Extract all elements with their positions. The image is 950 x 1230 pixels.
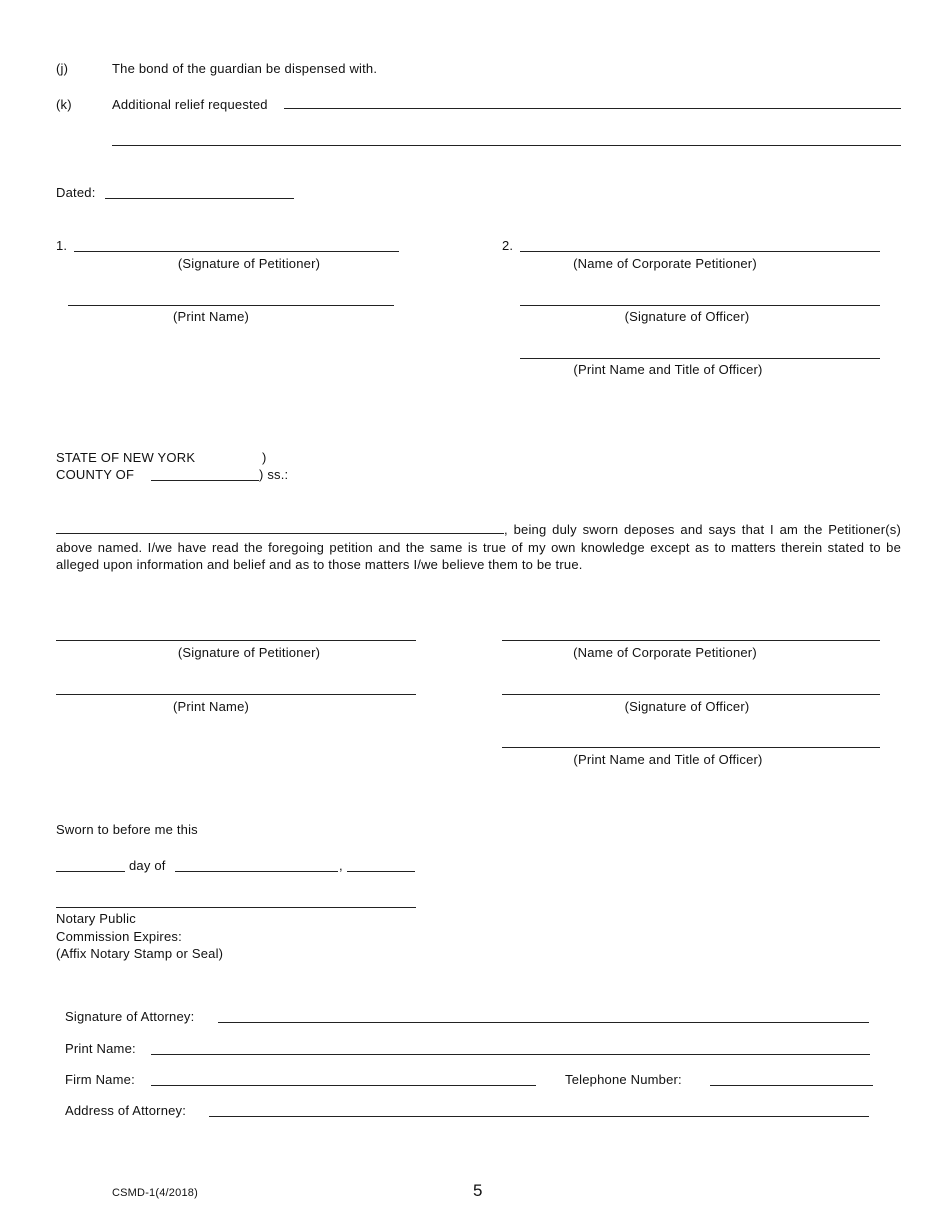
- verification-paragraph: [56, 521, 901, 574]
- state-of-new-york: STATE OF NEW YORK: [56, 450, 196, 465]
- address-of-attorney-label: Address of Attorney:: [65, 1103, 187, 1118]
- telephone-number-label: Telephone Number:: [565, 1072, 682, 1087]
- item-k-text: Additional relief requested: [112, 97, 268, 112]
- attorney-print-name-label: Print Name:: [65, 1041, 136, 1056]
- print-name-caption-2: (Print Name): [172, 699, 250, 714]
- dated-field[interactable]: [105, 198, 294, 199]
- commission-expires-label: Commission Expires:: [56, 929, 182, 944]
- firm-name-label: Firm Name:: [65, 1072, 135, 1087]
- sworn-to-before-me: Sworn to before me this: [56, 822, 198, 837]
- additional-relief-field-line1[interactable]: [284, 108, 901, 109]
- county-of-label: COUNTY OF: [56, 467, 135, 482]
- name-of-corporate-petitioner-caption-2: (Name of Corporate Petitioner): [573, 645, 757, 660]
- county-field[interactable]: [151, 480, 259, 481]
- firm-name-field[interactable]: [151, 1085, 536, 1086]
- name-of-corporate-petitioner-caption: (Name of Corporate Petitioner): [573, 256, 757, 271]
- dated-label: Dated:: [56, 185, 96, 200]
- corporate-petitioner-name-field-2[interactable]: [502, 640, 880, 641]
- notary-day-field[interactable]: [56, 871, 125, 872]
- verification-text: , being duly sworn deposes and says that I am the Petitioner(s) above named. I/we have read the foregoing petition and the same is true of my own knowledge except as to matters therein stated to be alleged upon information and belief and as to those matters I/we believe them to be true.: [56, 522, 901, 572]
- officer-name-title-field-2[interactable]: [502, 747, 880, 748]
- item-j-text: The bond of the guardian be dispensed with.: [112, 61, 378, 76]
- print-name-caption: (Print Name): [172, 309, 250, 324]
- form-id: CSMD-1(4/2018): [112, 1187, 198, 1199]
- signature-of-officer-caption-2: (Signature of Officer): [624, 699, 750, 714]
- print-name-field[interactable]: [68, 305, 394, 306]
- signature-of-petitioner-caption-2: (Signature of Petitioner): [177, 645, 321, 660]
- venue-paren: ): [262, 450, 267, 465]
- item-k-label: (k): [56, 97, 72, 112]
- petitioner-2-number: 2.: [502, 238, 514, 253]
- item-j-label: (j): [56, 61, 69, 76]
- officer-signature-field-2[interactable]: [502, 694, 880, 695]
- signature-of-petitioner-caption: (Signature of Petitioner): [177, 256, 321, 271]
- attorney-signature-field[interactable]: [218, 1022, 869, 1023]
- petitioner-signature-field-2[interactable]: [56, 640, 416, 641]
- attorney-print-name-field[interactable]: [151, 1054, 870, 1055]
- corporate-petitioner-name-field[interactable]: [520, 251, 880, 252]
- officer-name-title-field[interactable]: [520, 358, 880, 359]
- notary-month-field[interactable]: [175, 871, 338, 872]
- notary-comma: ,: [339, 858, 343, 873]
- page-number: 5: [473, 1181, 483, 1200]
- additional-relief-field-line2[interactable]: [112, 145, 901, 146]
- deponent-name-field[interactable]: [56, 522, 504, 534]
- affix-stamp-label: (Affix Notary Stamp or Seal): [56, 946, 224, 961]
- notary-public-label: Notary Public: [56, 911, 136, 926]
- print-name-title-officer-caption-2: (Print Name and Title of Officer): [573, 752, 763, 767]
- day-of-label: day of: [129, 858, 166, 873]
- print-name-field-2[interactable]: [56, 694, 416, 695]
- officer-signature-field[interactable]: [520, 305, 880, 306]
- ss-label: ) ss.:: [259, 467, 289, 482]
- telephone-number-field[interactable]: [710, 1085, 873, 1086]
- petitioner-signature-field[interactable]: [74, 251, 399, 252]
- petitioner-1-number: 1.: [56, 238, 68, 253]
- attorney-address-field[interactable]: [209, 1116, 869, 1117]
- print-name-title-officer-caption: (Print Name and Title of Officer): [573, 362, 763, 377]
- notary-signature-field[interactable]: [56, 907, 416, 908]
- signature-of-officer-caption: (Signature of Officer): [624, 309, 750, 324]
- signature-of-attorney-label: Signature of Attorney:: [65, 1009, 195, 1024]
- notary-year-field[interactable]: [347, 871, 415, 872]
